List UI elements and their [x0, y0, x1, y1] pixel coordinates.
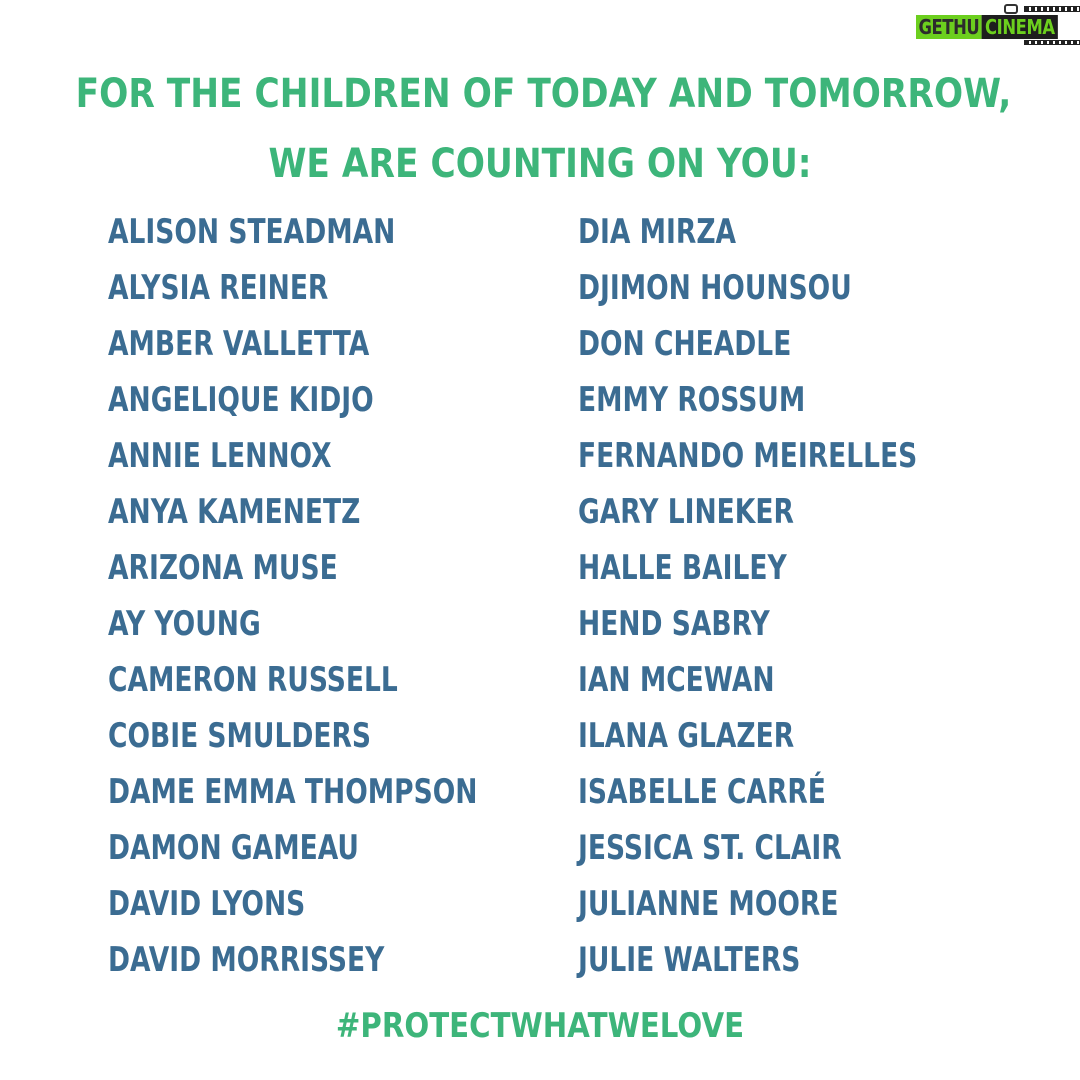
names-column-right [578, 204, 1013, 988]
name-item: HALLE BAILEY [578, 548, 787, 588]
logo-word-cinema: CINEMA [982, 15, 1058, 39]
film-strip-icon [1024, 6, 1080, 12]
name-item: GARY LINEKER [578, 492, 794, 532]
film-strip-icon-bottom [1024, 40, 1080, 45]
name-item: COBIE SMULDERS [108, 716, 372, 756]
name-item: ILANA GLAZER [578, 716, 795, 756]
name-item: JULIE WALTERS [578, 940, 801, 980]
name-item: ARIZONA MUSE [108, 548, 338, 588]
name-item: ISABELLE CARRÉ [578, 772, 826, 812]
name-item: ANYA KAMENETZ [108, 492, 361, 532]
name-item: HEND SABRY [578, 604, 770, 644]
name-item: CAMERON RUSSELL [108, 660, 398, 700]
logo-wordmark [916, 15, 1058, 39]
watermark-logo [916, 6, 1080, 46]
name-item: AMBER VALLETTA [108, 324, 370, 364]
name-item: AY YOUNG [108, 604, 261, 644]
name-item: JULIANNE MOORE [578, 884, 839, 924]
camera-icon [1004, 4, 1018, 14]
name-item: DAMON GAMEAU [108, 828, 359, 868]
name-item: ANNIE LENNOX [108, 436, 332, 476]
name-item: EMMY ROSSUM [578, 380, 806, 420]
logo-word-gethu: GETHU [916, 15, 982, 39]
name-item: ALYSIA REINER [108, 268, 329, 308]
name-item: DIA MIRZA [578, 212, 737, 252]
headline-line-1: FOR THE CHILDREN OF TODAY AND TOMORROW, [75, 71, 1012, 117]
name-item: ANGELIQUE KIDJO [108, 380, 374, 420]
name-item: JESSICA ST. CLAIR [578, 828, 842, 868]
name-item: DON CHEADLE [578, 324, 792, 364]
name-item: DAVID LYONS [108, 884, 306, 924]
headline-line-2: WE ARE COUNTING ON YOU: [268, 141, 812, 187]
name-item: DJIMON HOUNSOU [578, 268, 852, 308]
hashtag: #PROTECTWHATWELOVE [335, 1006, 745, 1046]
name-item: DAVID MORRISSEY [108, 940, 385, 980]
name-item: ALISON STEADMAN [108, 212, 396, 252]
name-item: IAN MCEWAN [578, 660, 775, 700]
name-item: DAME EMMA THOMPSON [108, 772, 478, 812]
names-column-left [108, 204, 582, 988]
name-item: FERNANDO MEIRELLES [578, 436, 918, 476]
